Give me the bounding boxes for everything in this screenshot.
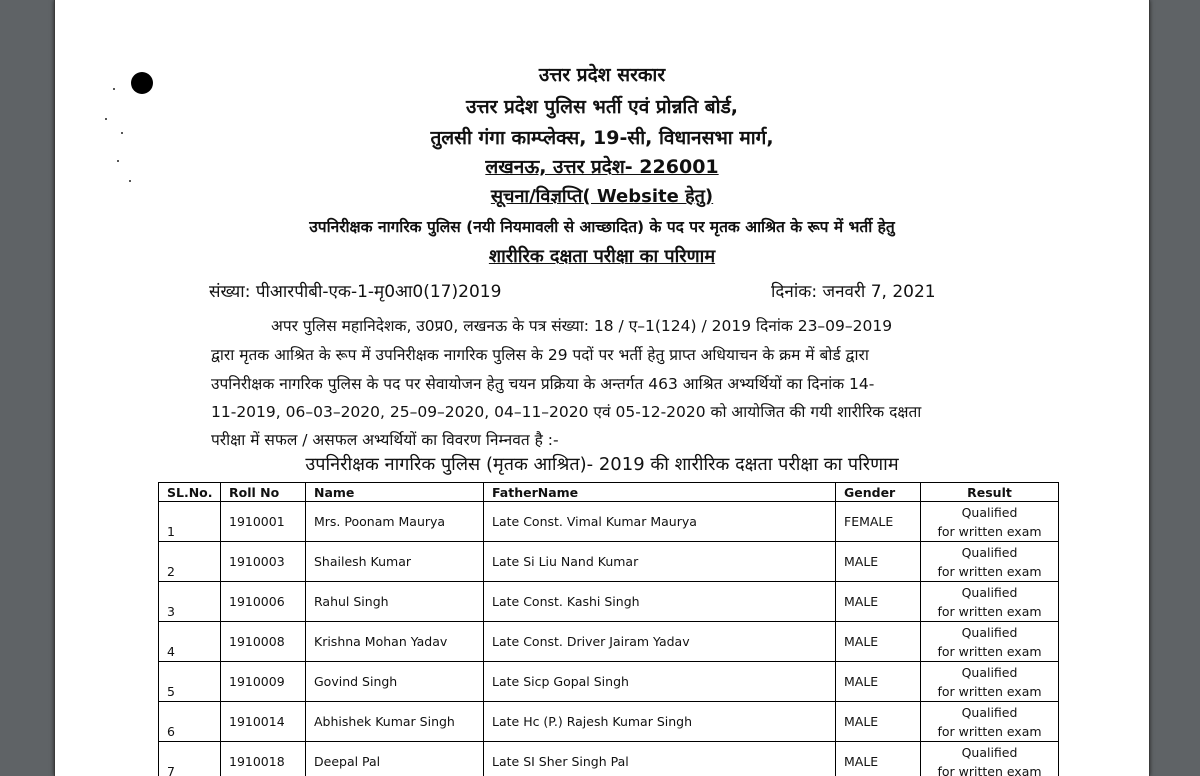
- table-title: उपनिरीक्षक नागरिक पुलिस (मृतक आश्रित)- 2019 की शारीरिक दक्षता परीक्षा का परिणाम: [305, 454, 899, 475]
- table-row: [159, 742, 1059, 776]
- cell-roll: 1910018: [221, 742, 306, 776]
- cell-father: Late Const. Kashi Singh: [484, 582, 836, 622]
- header-board: उत्तर प्रदेश पुलिस भर्ती एवं प्रोन्नति बोर्ड,: [466, 96, 738, 118]
- cell-gender: FEMALE: [836, 502, 921, 542]
- cell-result: [921, 582, 1059, 622]
- result-detail: for written exam: [937, 763, 1042, 776]
- cell-roll: 1910009: [221, 662, 306, 702]
- cell-result: [921, 542, 1059, 582]
- paragraph-line: परीक्षा में सफल / असफल अभ्यर्थियों का विवरण निम्नवत है :-: [211, 431, 559, 449]
- column-header-name: Name: [306, 483, 484, 502]
- result-detail: for written exam: [937, 643, 1042, 659]
- cell-gender: MALE: [836, 582, 921, 622]
- results-table: [158, 482, 1059, 776]
- cell-roll: 1910001: [221, 502, 306, 542]
- cell-sl: 1: [159, 502, 221, 542]
- paragraph-line: उपनिरीक्षक नागरिक पुलिस के पद पर सेवायोजन हेतु चयन प्रक्रिया के अन्तर्गत 463 आश्रित अभ्यर्थियों का दिनांक 14-: [211, 375, 875, 393]
- scan-speck: [129, 180, 131, 182]
- cell-result: [921, 742, 1059, 776]
- cell-father: Late Sicp Gopal Singh: [484, 662, 836, 702]
- cell-sl: 6: [159, 702, 221, 742]
- result-status: Qualified: [961, 544, 1018, 560]
- cell-result: [921, 622, 1059, 662]
- cell-name: Deepal Pal: [306, 742, 484, 776]
- cell-roll: 1910008: [221, 622, 306, 662]
- cell-father: Late Const. Driver Jairam Yadav: [484, 622, 836, 662]
- result-detail: for written exam: [937, 563, 1042, 579]
- reference-date: दिनांक: जनवरी 7, 2021: [771, 282, 936, 302]
- cell-father: Late Const. Vimal Kumar Maurya: [484, 502, 836, 542]
- cell-name: Abhishek Kumar Singh: [306, 702, 484, 742]
- cell-result: [921, 662, 1059, 702]
- result-status: Qualified: [961, 584, 1018, 600]
- result-status: Qualified: [961, 664, 1018, 680]
- header-city: लखनऊ, उत्तर प्रदेश- 226001: [485, 156, 719, 178]
- cell-father: Late Hc (P.) Rajesh Kumar Singh: [484, 702, 836, 742]
- cell-gender: MALE: [836, 622, 921, 662]
- cell-name: Shailesh Kumar: [306, 542, 484, 582]
- cell-name: Govind Singh: [306, 662, 484, 702]
- column-header-sl: SL.No.: [159, 483, 221, 502]
- cell-roll: 1910006: [221, 582, 306, 622]
- cell-result: [921, 502, 1059, 542]
- cell-father: Late Si Liu Nand Kumar: [484, 542, 836, 582]
- cell-sl: 5: [159, 662, 221, 702]
- cell-name: Krishna Mohan Yadav: [306, 622, 484, 662]
- cell-result: [921, 702, 1059, 742]
- result-title: शारीरिक दक्षता परीक्षा का परिणाम: [488, 246, 716, 267]
- cell-gender: MALE: [836, 662, 921, 702]
- result-detail: for written exam: [937, 603, 1042, 619]
- cell-roll: 1910003: [221, 542, 306, 582]
- subject-line: उपनिरीक्षक नागरिक पुलिस (नयी नियमावली से आच्छादित) के पद पर मृतक आश्रित के रूप में भर्ती हेतु: [309, 218, 895, 236]
- result-detail: for written exam: [937, 523, 1042, 539]
- result-status: Qualified: [961, 624, 1018, 640]
- reference-number: संख्या: पीआरपीबी-एक-1-मृ0आ0(17)2019: [209, 282, 502, 302]
- result-status: Qualified: [961, 504, 1018, 520]
- result-detail: for written exam: [937, 683, 1042, 699]
- result-status: Qualified: [961, 704, 1018, 720]
- cell-name: Mrs. Poonam Maurya: [306, 502, 484, 542]
- document-page: [54, 0, 1150, 776]
- column-header-gender: Gender: [836, 483, 921, 502]
- table-row: [159, 582, 1059, 622]
- cell-father: Late SI Sher Singh Pal: [484, 742, 836, 776]
- paragraph-line: 11-2019, 06–03–2020, 25–09–2020, 04–11–2020 एवं 05-12-2020 को आयोजित की गयी शारीरिक दक्षता: [211, 403, 922, 421]
- column-header-roll: Roll No: [221, 483, 306, 502]
- result-status: Qualified: [961, 744, 1018, 760]
- paragraph-line: अपर पुलिस महानिदेशक, उ0प्र0, लखनऊ के पत्र संख्या: 18 / ए–1(124) / 2019 दिनांक 23–09–2019: [271, 317, 893, 335]
- cell-gender: MALE: [836, 742, 921, 776]
- table-row: [159, 622, 1059, 662]
- cell-sl: 4: [159, 622, 221, 662]
- column-header-father: FatherName: [484, 483, 836, 502]
- cell-gender: MALE: [836, 702, 921, 742]
- table-header-row: [159, 483, 1059, 502]
- scan-speck: [113, 88, 115, 90]
- result-detail: for written exam: [937, 723, 1042, 739]
- cell-sl: 7: [159, 742, 221, 776]
- table-row: [159, 502, 1059, 542]
- cell-roll: 1910014: [221, 702, 306, 742]
- table-row: [159, 542, 1059, 582]
- notice-heading: सूचना/विज्ञप्ति( Website हेतु): [490, 186, 714, 207]
- cell-gender: MALE: [836, 542, 921, 582]
- cell-sl: 3: [159, 582, 221, 622]
- table-row: [159, 662, 1059, 702]
- column-header-result: Result: [921, 483, 1059, 502]
- header-government: उत्तर प्रदेश सरकार: [538, 64, 666, 86]
- cell-name: Rahul Singh: [306, 582, 484, 622]
- paragraph-line: द्वारा मृतक आश्रित के रूप में उपनिरीक्षक नागरिक पुलिस के 29 पदों पर भर्ती हेतु प्राप्त अधियाचन के क्रम में बोर्ड द्वारा: [211, 346, 869, 364]
- cell-sl: 2: [159, 542, 221, 582]
- table-row: [159, 702, 1059, 742]
- header-address: तुलसी गंगा काम्प्लेक्स, 19-सी, विधानसभा मार्ग,: [430, 127, 774, 149]
